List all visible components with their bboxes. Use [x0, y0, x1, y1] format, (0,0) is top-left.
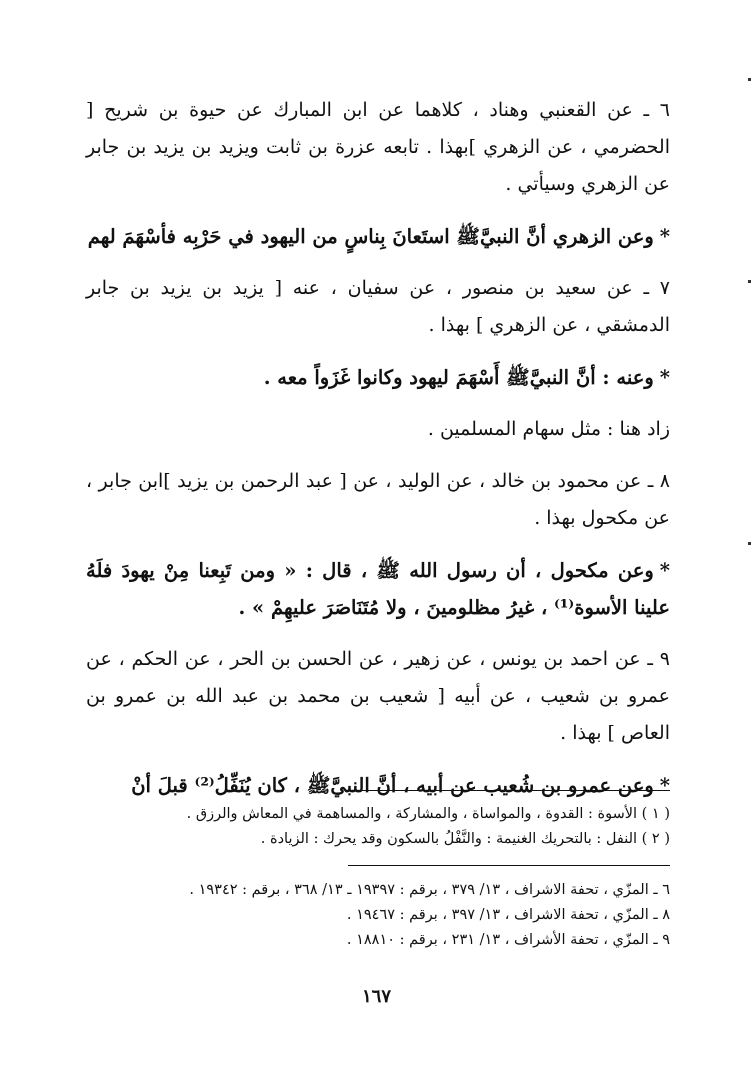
reference-9: ٩ ـ المزّي ، تحفة الأشراف ، ١٣/ ٢٣١ ، برقم : ١٨٨١٠ . [346, 932, 670, 948]
references-divider [348, 865, 670, 866]
hadith-paragraph-9 [86, 767, 670, 804]
scan-speck [748, 78, 751, 81]
star-marker: * [659, 225, 670, 248]
star-marker: * [659, 366, 670, 389]
hadith-paragraph-6 [86, 218, 670, 255]
footnote-1: ( ١ ) الأسوة : القدوة ، والمواساة ، والمشاركة ، والمساهمة في المعاش والرزق . [186, 806, 670, 822]
hadith-paragraph-8 [86, 552, 670, 626]
reference-6: ٦ ـ المزّي ، تحفة الاشراف ، ١٣/ ٣٧٩ ، برقم : ١٩٣٩٧ ـ ١٣/ ٣٦٨ ، برقم : ١٩٣٤٢ . [189, 882, 670, 898]
reference-8: ٨ ـ المزّي ، تحفة الاشراف ، ١٣/ ٣٩٧ ، برقم : ١٩٤٦٧ . [346, 907, 670, 923]
chain-paragraph-7: ٧ ـ عن سعيد بن منصور ، عن سفيان ، عنه [ يزيد بن يزيد بن جابر الدمشقي ، عن الزهري ] بهذا . [86, 277, 670, 336]
hadith-text: وعنه : أنَّ النبيَّﷺ أَسْهَمَ ليهود وكانوا غَزَواً معه . [263, 366, 654, 389]
references [86, 878, 670, 953]
chain-paragraph-6: ٦ ـ عن القعنبي وهناد ، كلاهما عن ابن المبارك عن حيوة بن شريح [ الحضرمي ، عن الزهري ]بهذا . تابعه عزرة بن ثابت ويزيد بن يزيد بن جابر عن الزهري وسيأتي . [86, 99, 670, 195]
hadith-paragraph-7 [86, 359, 670, 396]
footnote-divider [348, 790, 670, 791]
footnote-2: ( ٢ ) النفل : بالتحريك الغنيمة : والنَّفْلُ بالسكون وقد يحرك : الزيادة . [260, 831, 670, 847]
main-text [86, 92, 670, 814]
chain-paragraph-9: ٩ ـ عن احمد بن يونس ، عن زهير ، عن الحسن بن الحر ، عن الحكم ، عن عمرو بن شعيب ، عن أبيه [ شعيب بن محمد بن عبد الله بن عمرو بن العاص ] بهذا . [86, 648, 670, 744]
scan-speck [748, 280, 751, 283]
hadith-text: وعن عمرو بن شُعيب عن أبيه ، أنَّ النبيَّﷺ ، كان يُنَفِّلُ⁽²⁾ قبلَ أنْ [131, 774, 654, 797]
chain-paragraph-8: ٨ ـ عن محمود بن خالد ، عن الوليد ، عن [ عبد الرحمن بن يزيد ]ابن جابر ، عن مكحول بهذا . [86, 470, 670, 529]
hadith-text: وعن مكحول ، أن رسول الله ﷺ ، قال : « ومن تَبِعنا مِنْ يهودَ فلَهُ علينا الأسوة⁽¹⁾ ، غيرُ مظلومينَ ، ولا مُتَنَاصَرَ عليهِمْ » . [86, 559, 670, 619]
star-marker: * [659, 559, 670, 582]
scan-speck [748, 542, 751, 545]
addition-note: زاد هنا : مثل سهام المسلمين . [427, 418, 670, 440]
footnotes [86, 802, 670, 852]
page-number: ١٦٧ [361, 986, 391, 1007]
hadith-text: وعن الزهري أنَّ النبيَّﷺ استَعانَ بِناسٍ من اليهود في حَرْبِه فأسْهَمَ لهم [87, 225, 654, 248]
star-marker: * [659, 774, 670, 797]
